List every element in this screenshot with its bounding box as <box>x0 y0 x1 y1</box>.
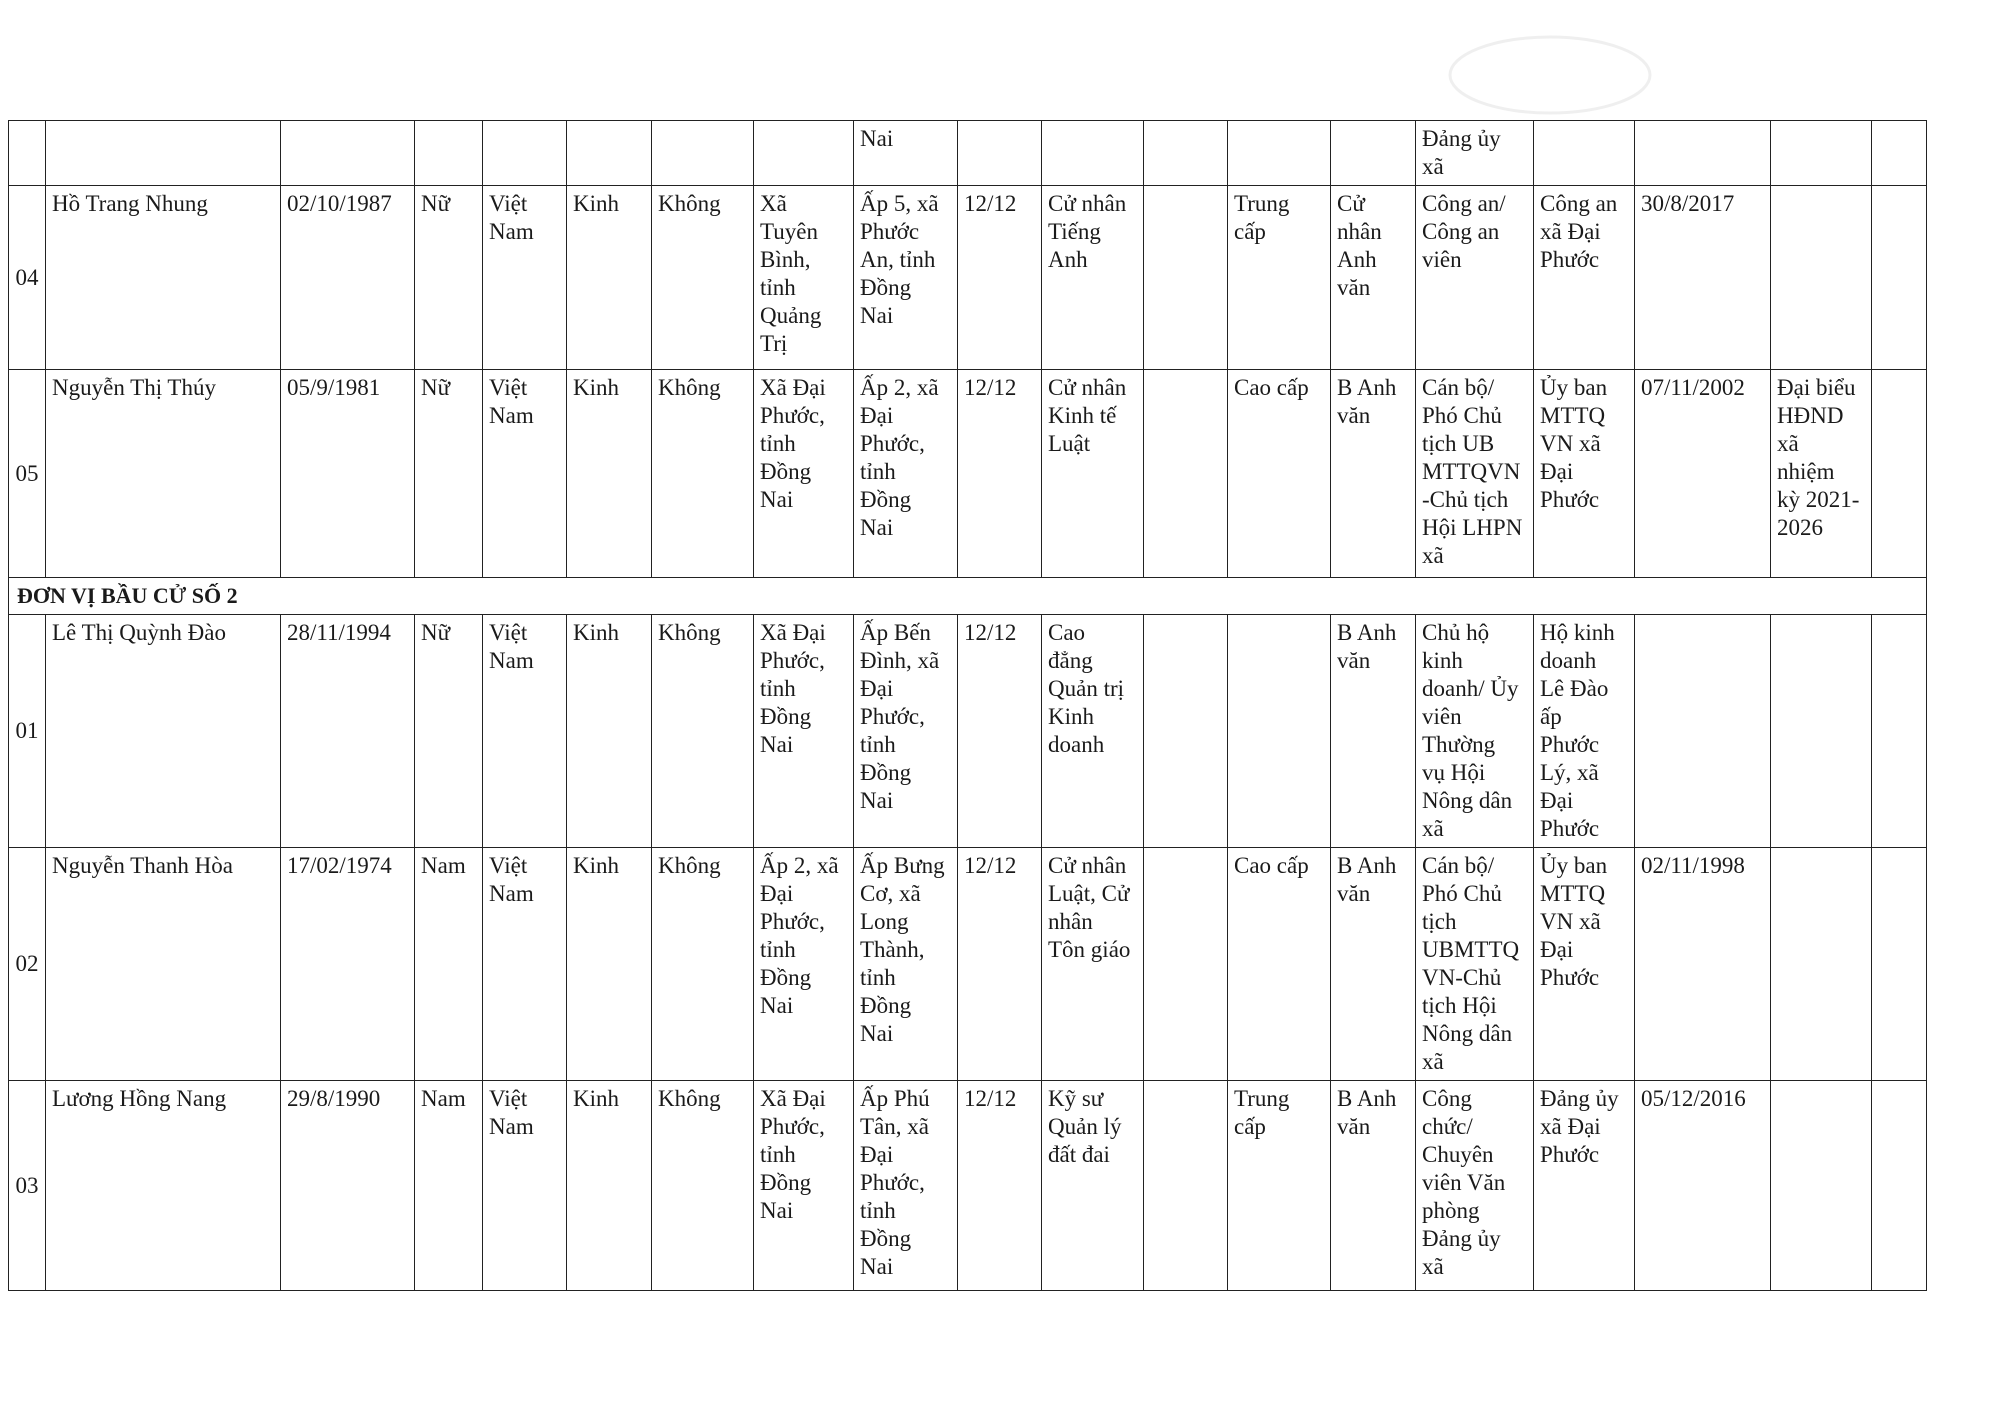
stt-cell: 05 <box>9 370 46 578</box>
language-cell: B Anh văn <box>1331 615 1416 848</box>
name-cell: Nguyễn Thanh Hòa <box>46 848 281 1081</box>
ethnicity-cell: Kinh <box>567 615 652 848</box>
gender-cell: Nữ <box>415 370 483 578</box>
note-cell <box>1771 1081 1872 1291</box>
table-row <box>9 1081 1927 1291</box>
residence-cell: Ấp 2, xã Đại Phước, tỉnh Đồng Nai <box>854 370 958 578</box>
nationality-cell: Việt Nam <box>483 615 567 848</box>
position-cell: Công chức/ Chuyên viên Văn phòng Đảng ủy xã <box>1416 1081 1534 1291</box>
language-cell: B Anh văn <box>1331 1081 1416 1291</box>
ethnicity-cell: Kinh <box>567 1081 652 1291</box>
party-date-cell: 05/12/2016 <box>1635 1081 1771 1291</box>
workplace-cell: Công an xã Đại Phước <box>1534 186 1635 370</box>
degree-cell: Cử nhân Tiếng Anh <box>1042 186 1144 370</box>
nationality-cell: Việt Nam <box>483 1081 567 1291</box>
stt-cell <box>9 121 46 186</box>
stt-cell: 01 <box>9 615 46 848</box>
residence-cell: Ấp Phú Tân, xã Đại Phước, tỉnh Đồng Nai <box>854 1081 958 1291</box>
party-date-cell: 02/11/1998 <box>1635 848 1771 1081</box>
section-header: ĐƠN VỊ BẦU CỬ SỐ 2 <box>9 578 1927 615</box>
gender-cell: Nữ <box>415 186 483 370</box>
note-cell: Đại biểu HĐND xã nhiệm kỳ 2021- 2026 <box>1771 370 1872 578</box>
dob-cell <box>281 121 415 186</box>
hometown-cell <box>754 121 854 186</box>
note-cell <box>1771 121 1872 186</box>
degree-cell: Cao đẳng Quản trị Kinh doanh <box>1042 615 1144 848</box>
dob-cell: 02/10/1987 <box>281 186 415 370</box>
extra-cell <box>1872 186 1927 370</box>
politics-cell <box>1228 121 1331 186</box>
education-cell: 12/12 <box>958 615 1042 848</box>
workplace-cell: Ủy ban MTTQ VN xã Đại Phước <box>1534 370 1635 578</box>
extra-cell <box>1872 370 1927 578</box>
hometown-cell: Ấp 2, xã Đại Phước, tỉnh Đồng Nai <box>754 848 854 1081</box>
extra-cell <box>1872 121 1927 186</box>
religion-cell: Không <box>652 1081 754 1291</box>
degree-cell: Cử nhân Luật, Cử nhân Tôn giáo <box>1042 848 1144 1081</box>
name-cell <box>46 121 281 186</box>
nationality-cell: Việt Nam <box>483 848 567 1081</box>
nationality-cell <box>483 121 567 186</box>
dob-cell: 28/11/1994 <box>281 615 415 848</box>
stt-cell: 02 <box>9 848 46 1081</box>
extra-cell <box>1872 615 1927 848</box>
workplace-cell <box>1534 121 1635 186</box>
workplace-cell: Hộ kinh doanh Lê Đào ấp Phước Lý, xã Đại Phước <box>1534 615 1635 848</box>
workplace-cell: Đảng ủy xã Đại Phước <box>1534 1081 1635 1291</box>
language-cell: B Anh văn <box>1331 370 1416 578</box>
name-cell: Hồ Trang Nhung <box>46 186 281 370</box>
theory-cell <box>1144 186 1228 370</box>
religion-cell <box>652 121 754 186</box>
name-cell: Nguyễn Thị Thúy <box>46 370 281 578</box>
theory-cell <box>1144 370 1228 578</box>
party-date-cell: 07/11/2002 <box>1635 370 1771 578</box>
language-cell: B Anh văn <box>1331 848 1416 1081</box>
politics-cell: Trung cấp <box>1228 186 1331 370</box>
nationality-cell: Việt Nam <box>483 186 567 370</box>
theory-cell <box>1144 615 1228 848</box>
language-cell <box>1331 121 1416 186</box>
education-cell <box>958 121 1042 186</box>
politics-cell: Trung cấp <box>1228 1081 1331 1291</box>
dob-cell: 17/02/1974 <box>281 848 415 1081</box>
language-cell: Cử nhân Anh văn <box>1331 186 1416 370</box>
religion-cell: Không <box>652 370 754 578</box>
education-cell: 12/12 <box>958 370 1042 578</box>
theory-cell <box>1144 121 1228 186</box>
religion-cell: Không <box>652 615 754 848</box>
position-cell: Công an/ Công an viên <box>1416 186 1534 370</box>
dob-cell: 29/8/1990 <box>281 1081 415 1291</box>
politics-cell: Cao cấp <box>1228 848 1331 1081</box>
workplace-cell: Ủy ban MTTQ VN xã Đại Phước <box>1534 848 1635 1081</box>
dob-cell: 05/9/1981 <box>281 370 415 578</box>
table-row <box>9 615 1927 848</box>
residence-cell: Ấp 5, xã Phước An, tỉnh Đồng Nai <box>854 186 958 370</box>
gender-cell: Nam <box>415 1081 483 1291</box>
residence-cell: Ấp Bến Đình, xã Đại Phước, tỉnh Đồng Nai <box>854 615 958 848</box>
note-cell <box>1771 186 1872 370</box>
party-date-cell <box>1635 121 1771 186</box>
name-cell: Lương Hồng Nang <box>46 1081 281 1291</box>
ethnicity-cell: Kinh <box>567 848 652 1081</box>
name-cell: Lê Thị Quỳnh Đào <box>46 615 281 848</box>
position-cell: Cán bộ/ Phó Chủ tịch UB MTTQVN -Chủ tịch Hội LHPN xã <box>1416 370 1534 578</box>
degree-cell <box>1042 121 1144 186</box>
gender-cell <box>415 121 483 186</box>
extra-cell <box>1872 848 1927 1081</box>
nationality-cell: Việt Nam <box>483 370 567 578</box>
ethnicity-cell: Kinh <box>567 186 652 370</box>
table-row <box>9 848 1927 1081</box>
gender-cell: Nam <box>415 848 483 1081</box>
hometown-cell: Xã Đại Phước, tỉnh Đồng Nai <box>754 615 854 848</box>
residence-cell: Ấp Bưng Cơ, xã Long Thành, tỉnh Đồng Nai <box>854 848 958 1081</box>
table-row <box>9 370 1927 578</box>
candidate-table <box>8 120 1927 1291</box>
religion-cell: Không <box>652 848 754 1081</box>
stt-cell: 04 <box>9 186 46 370</box>
education-cell: 12/12 <box>958 186 1042 370</box>
party-date-cell <box>1635 615 1771 848</box>
gender-cell: Nữ <box>415 615 483 848</box>
education-cell: 12/12 <box>958 848 1042 1081</box>
education-cell: 12/12 <box>958 1081 1042 1291</box>
party-date-cell: 30/8/2017 <box>1635 186 1771 370</box>
position-cell: Đảng ủy xã <box>1416 121 1534 186</box>
position-cell: Chủ hộ kinh doanh/ Ủy viên Thường vụ Hội Nông dân xã <box>1416 615 1534 848</box>
hometown-cell: Xã Tuyên Bình, tỉnh Quảng Trị <box>754 186 854 370</box>
politics-cell: Cao cấp <box>1228 370 1331 578</box>
extra-cell <box>1872 1081 1927 1291</box>
religion-cell: Không <box>652 186 754 370</box>
stt-cell: 03 <box>9 1081 46 1291</box>
hometown-cell: Xã Đại Phước, tỉnh Đồng Nai <box>754 370 854 578</box>
table-row <box>9 186 1927 370</box>
note-cell <box>1771 848 1872 1081</box>
ethnicity-cell: Kinh <box>567 370 652 578</box>
theory-cell <box>1144 1081 1228 1291</box>
table-row <box>9 121 1927 186</box>
theory-cell <box>1144 848 1228 1081</box>
section-row <box>9 578 1927 615</box>
degree-cell: Kỹ sư Quản lý đất đai <box>1042 1081 1144 1291</box>
residence-cell: Nai <box>854 121 958 186</box>
position-cell: Cán bộ/ Phó Chủ tịch UBMTTQ VN-Chủ tịch Hội Nông dân xã <box>1416 848 1534 1081</box>
politics-cell <box>1228 615 1331 848</box>
hometown-cell: Xã Đại Phước, tỉnh Đồng Nai <box>754 1081 854 1291</box>
watermark-seal <box>1440 30 1660 120</box>
ethnicity-cell <box>567 121 652 186</box>
degree-cell: Cử nhân Kinh tế Luật <box>1042 370 1144 578</box>
note-cell <box>1771 615 1872 848</box>
